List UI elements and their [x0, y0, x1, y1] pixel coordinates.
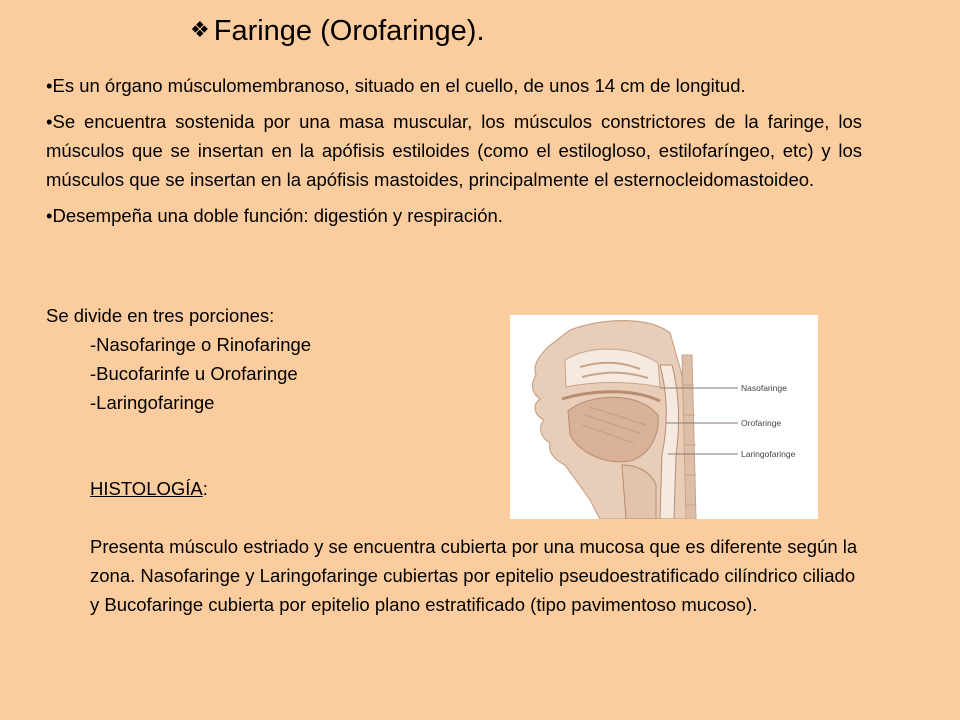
- slide-title: [190, 12, 485, 49]
- portion-item: -Laringofaringe: [90, 392, 215, 413]
- portion-item: -Bucofarinfe u Orofaringe: [90, 363, 298, 384]
- portion-item: -Nasofaringe o Rinofaringe: [90, 334, 312, 355]
- bullet-item: •Desempeña una doble función: digestión y respiración.: [46, 205, 503, 226]
- pharynx-anatomy-figure: [510, 315, 818, 519]
- bullet-list: [46, 71, 862, 230]
- title-text: Faringe (Orofaringe).: [213, 15, 485, 47]
- histology-text: Presenta músculo estriado y se encuentra cubierta por una mucosa que es diferente según la zona. Nasofaringe y Laringofaringe cubiertas por epitelio pseudoestratificado cilíndrico ciliado y Bucofaringe cubierta por epitelio plano estratificado (tipo pavimentoso mucoso).: [90, 536, 858, 615]
- portions-block: [46, 301, 311, 417]
- pharynx-illustration: [510, 315, 818, 519]
- bullet-item: •Se encuentra sostenida por una masa muscular, los músculos constrictores de la faringe, los músculos que se insertan en la apófisis estiloides (como el estilogloso, estilofaríngeo, etc) y los músculos que se insertan en la apófisis mastoides, principalmente el esternocleidomastoideo.: [46, 111, 862, 190]
- histology-heading: [90, 474, 208, 503]
- portions-intro: Se divide en tres porciones:: [46, 305, 275, 326]
- figure-label-orofaringe: Orofaringe: [741, 418, 782, 428]
- bullet-item: •Es un órgano músculomembranoso, situado en el cuello, de unos 14 cm de longitud.: [46, 75, 746, 96]
- figure-label-nasofaringe: Nasofaringe: [741, 383, 787, 393]
- figure-label-laringofaringe: Laringofaringe: [741, 449, 796, 459]
- histology-heading-text: HISTOLOGÍA: [90, 478, 203, 499]
- histology-colon: :: [202, 478, 208, 499]
- diamond-bullet-icon: ❖: [190, 17, 210, 42]
